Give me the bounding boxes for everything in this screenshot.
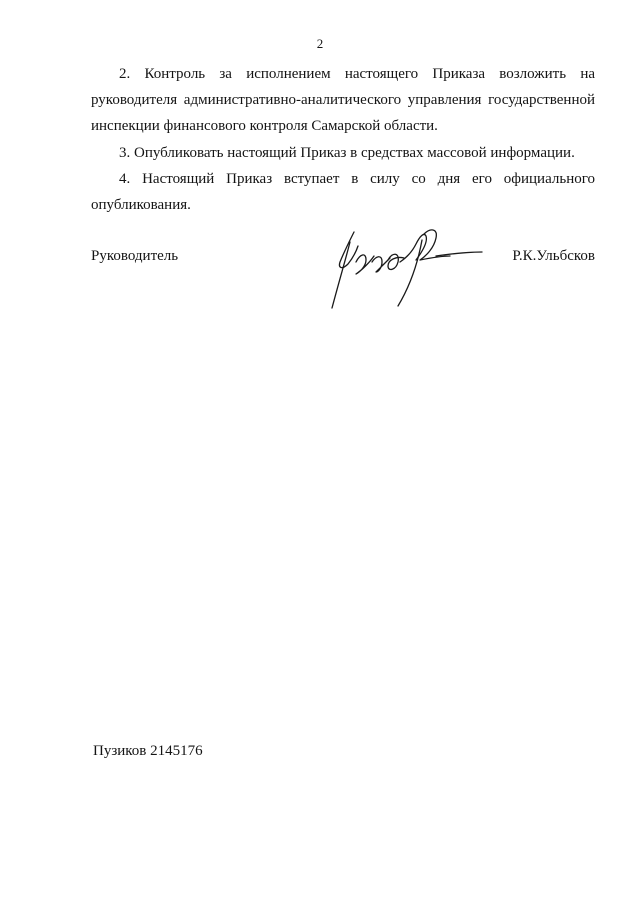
paragraph-3: 3. Опубликовать настоящий Приказ в средствах массовой информации. [119,145,575,161]
paragraph-4 [91,166,595,218]
paragraph-4-line-1: 4. Настоящий Приказ вступает в силу со дня его официального [119,171,595,187]
page-number: 2 [316,36,324,51]
signer-position: Руководитель [91,248,179,264]
paragraph-2-line-3: инспекции финансового контроля Самарской области. [91,118,438,134]
paragraph-2-line-2: руководителя административно-аналитического управления государственной [91,92,595,108]
paragraph-2-line-1: 2. Контроль за исполнением настоящего Приказа возложить на [119,66,595,82]
handwritten-signature [326,222,486,314]
signer-name: Р.К.Ульбсков [512,248,595,264]
executor-info: Пузиков 2145176 [93,743,203,759]
paragraph-2 [91,61,595,139]
paragraph-4-line-2: опубликования. [91,197,191,213]
